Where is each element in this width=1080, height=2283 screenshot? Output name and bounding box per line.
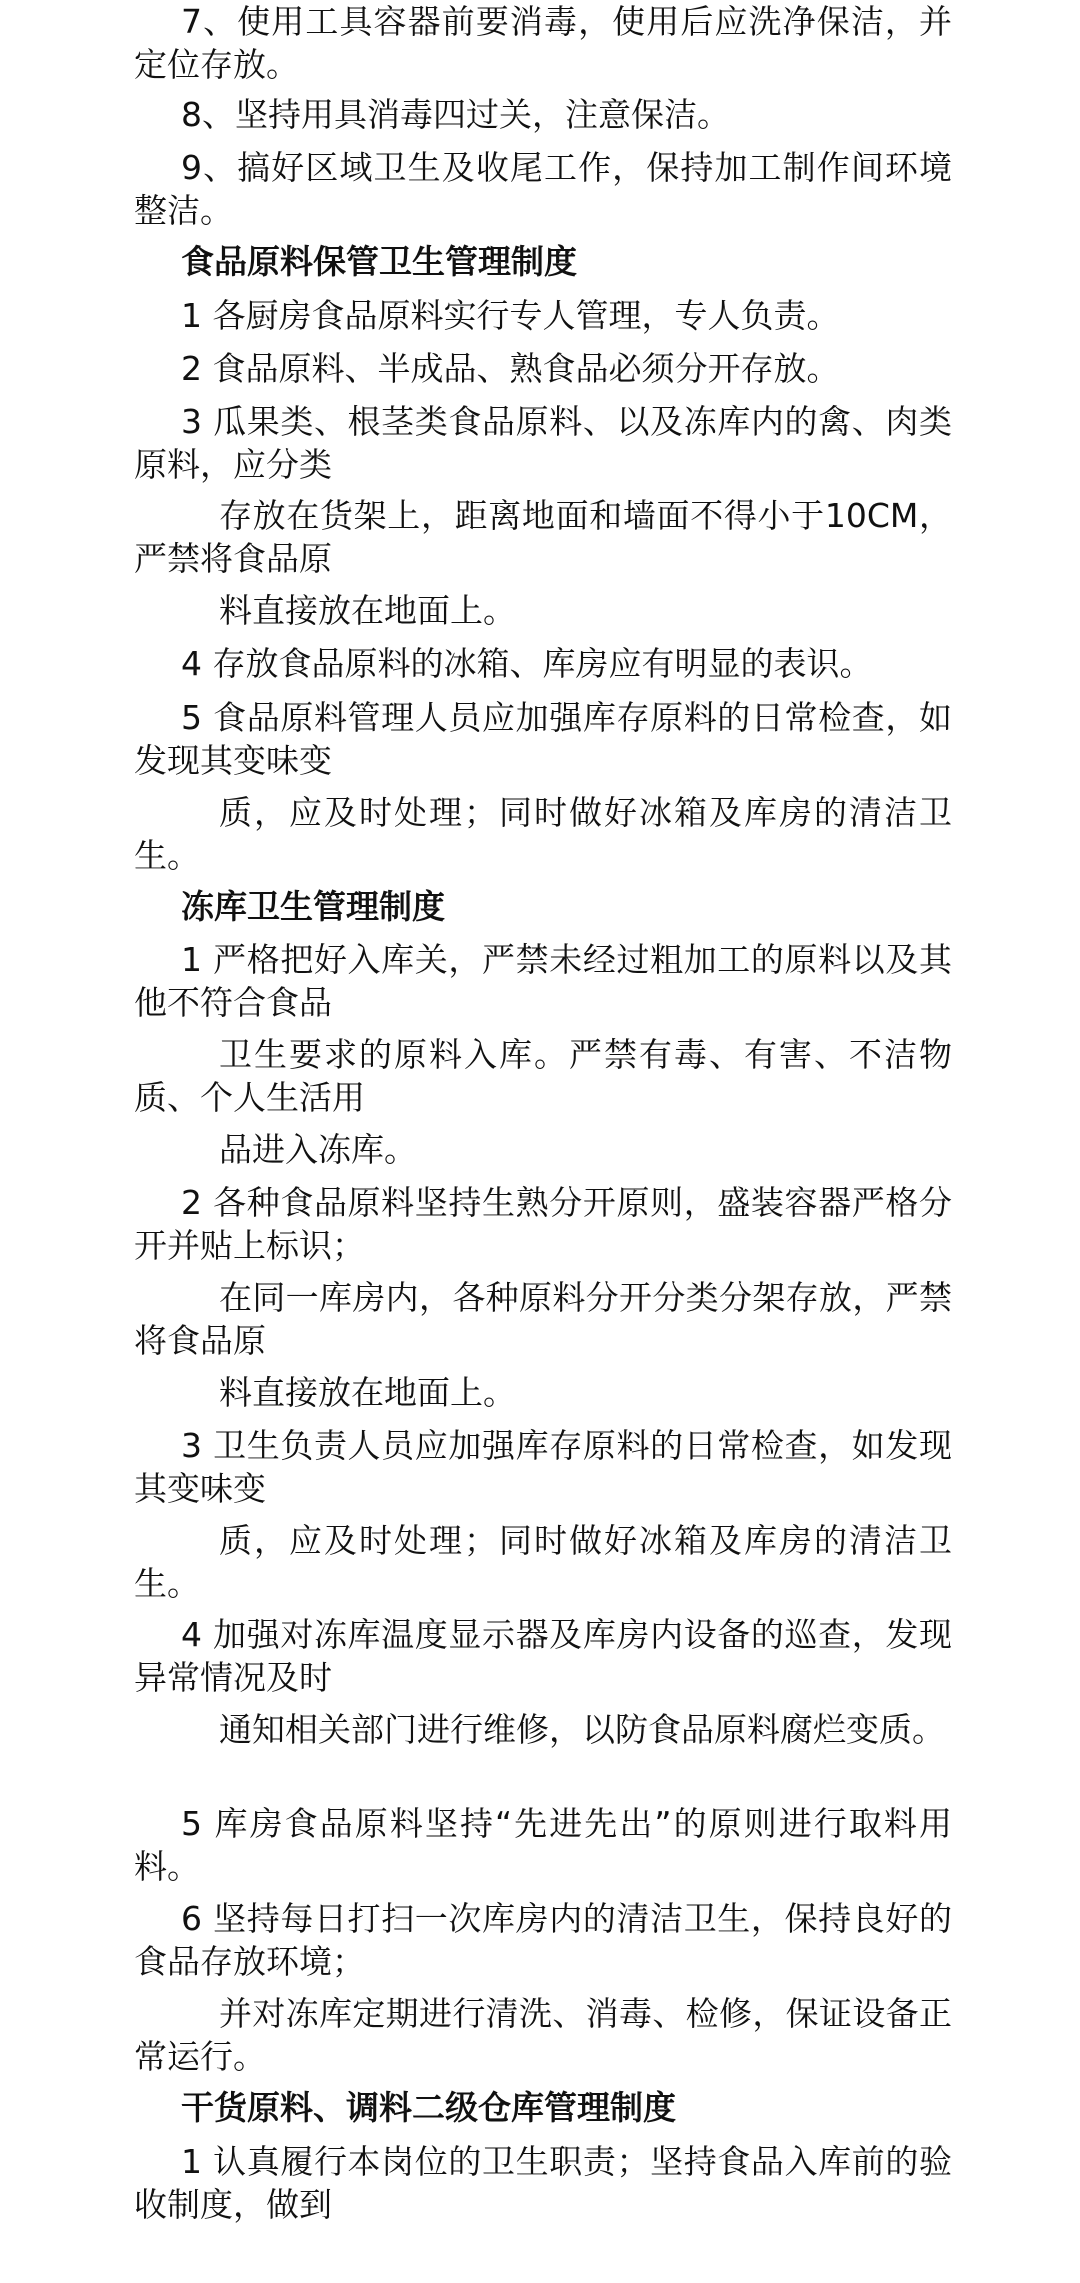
continuation-line: 料直接放在地面上。 xyxy=(219,591,516,630)
paragraph: 3 瓜果类、根茎类食品原料、以及冻库内的禽、肉类原料，应分类 xyxy=(134,402,952,484)
paragraph: 4 存放食品原料的冰箱、库房应有明显的表识。 xyxy=(181,644,873,683)
paragraph: 9、搞好区域卫生及收尾工作，保持加工制作间环境整洁。 xyxy=(134,148,952,230)
paragraph: 1 认真履行本岗位的卫生职责；坚持食品入库前的验收制度，做到 xyxy=(134,2142,952,2224)
continuation-line: 质，应及时处理；同时做好冰箱及库房的清洁卫生。 xyxy=(134,793,952,875)
paragraph: 1 各厨房食品原料实行专人管理，专人负责。 xyxy=(181,296,840,335)
paragraph: 2 各种食品原料坚持生熟分开原则，盛装容器严格分开并贴上标识； xyxy=(134,1183,952,1265)
continuation-line: 在同一库房内，各种原料分开分类分架存放，严禁将食品原 xyxy=(134,1278,952,1360)
section-heading: 冻库卫生管理制度 xyxy=(181,887,445,926)
paragraph: 5 食品原料管理人员应加强库存原料的日常检查，如发现其变味变 xyxy=(134,698,952,780)
paragraph: 6 坚持每日打扫一次库房内的清洁卫生，保持良好的食品存放环境； xyxy=(134,1899,952,1981)
continuation-line: 质，应及时处理；同时做好冰箱及库房的清洁卫生。 xyxy=(134,1521,952,1603)
section-heading: 干货原料、调料二级仓库管理制度 xyxy=(181,2088,676,2127)
section-heading: 食品原料保管卫生管理制度 xyxy=(181,242,577,281)
continuation-line: 通知相关部门进行维修，以防食品原料腐烂变质。 xyxy=(219,1710,945,1749)
paragraph: 5 库房食品原料坚持“先进先出”的原则进行取料用料。 xyxy=(134,1804,952,1886)
paragraph: 2 食品原料、半成品、熟食品必须分开存放。 xyxy=(181,349,840,388)
paragraph: 3 卫生负责人员应加强库存原料的日常检查，如发现其变味变 xyxy=(134,1426,952,1508)
continuation-line: 存放在货架上，距离地面和墙面不得小于10CM，严禁将食品原 xyxy=(134,496,952,578)
paragraph: 8、坚持用具消毒四过关，注意保洁。 xyxy=(181,95,730,134)
continuation-line: 料直接放在地面上。 xyxy=(219,1373,516,1412)
continuation-line: 并对冻库定期进行清洗、消毒、检修，保证设备正常运行。 xyxy=(134,1994,952,2076)
paragraph: 1 严格把好入库关，严禁未经过粗加工的原料以及其他不符合食品 xyxy=(134,940,952,1022)
paragraph: 4 加强对冻库温度显示器及库房内设备的巡查，发现异常情况及时 xyxy=(134,1615,952,1697)
continuation-line: 卫生要求的原料入库。严禁有毒、有害、不洁物质、个人生活用 xyxy=(134,1035,952,1117)
continuation-line: 品进入冻库。 xyxy=(219,1130,417,1169)
paragraph: 7、使用工具容器前要消毒，使用后应洗净保洁，并定位存放。 xyxy=(134,2,952,84)
